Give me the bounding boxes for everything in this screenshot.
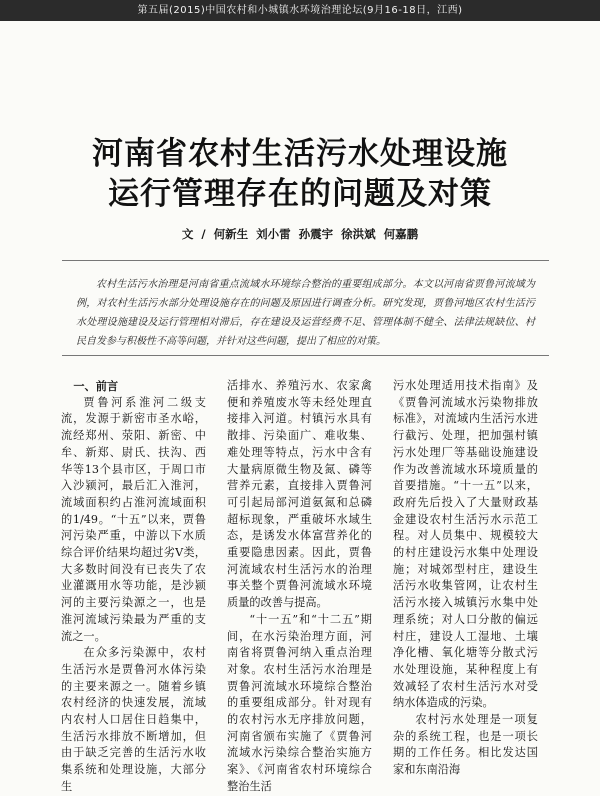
running-head-text: 第五届(2015)中国农村和小城镇水环境治理论坛(9月16-18日，江西) — [137, 5, 463, 16]
paragraph: 贾鲁河系淮河二级支流，发源于新密市圣水峪，流经郑州、荥阳、新密、中牟、新郑、尉氏、扶沟、西华等13个县市区，于周口市入沙颍河，最后汇入淮河，流域面积约占淮河流域面积的1/49。“十五”以来，贾鲁河污染严重，中游以下水质综合评价结果均超过劣Ⅴ类，大多数时间没有已丧失了农业灌溉用水等功能，是沙颍河的主要污染源之一，也是淮河流域污染最为严重的支流之一。 — [61, 395, 206, 643]
article-title-line-2: 运行管理存在的问题及对策 — [108, 176, 492, 212]
paragraph: 在众多污染源中，农村生活污水是贾鲁河水体污染的主要来源之一。随着乡镇农村经济的快速发展，流域内农村人口居住日趋集中，生活污水排放不断增加，但由于缺乏完善的生活污水收集系统和处理设施，大部分生 — [61, 646, 206, 793]
paragraph: 农村污水处理是一项复杂的系统工程，也是一项长期的工作任务。相比发达国家和东南沿海 — [393, 713, 538, 777]
author-line: 文 / 何新生 刘小雷 孙震宇 徐洪斌 何嘉鹏 — [181, 227, 419, 241]
abstract-text: 农村生活污水治理是河南省重点流域水环境综合整治的重要组成部分。本文以河南省贾鲁河流域为例，对农村生活污水部分处理设施存在的问题及原因进行调查分析。研究发现，贾鲁河地区农村生活污水处理设施建设及运行管理相对滞后，存在建设及运营经费不足、管理体制不健全、法律法规缺位、村民自发参与积极性不高等问题，并针对这些问题，提出了相应的对策。 — [76, 279, 535, 347]
article-title-line-1: 河南省农村生活污水处理设施 — [92, 136, 508, 172]
abstract-box — [62, 260, 549, 356]
body-column-3 — [393, 378, 538, 779]
paragraph-continued: 污水处理适用技术指南》及《贾鲁河流域水污染物排放标准》，对流域内生活污水进行截污、处理，把加强村镇污水处理厂等基础设施建设作为改善流域水环境质量的首要措施。“十一五”以来，政府先后投入了大量财政基金建设农村生活污水示范工程。对人员集中、规模较大的村庄建设污水集中处理设施；对城郊型村庄，建设生活污水收集管网，让农村生活污水接入城镇污水集中处理系统；对人口分散的偏远村庄，建设人工湿地、土壤净化槽、氧化塘等分散式污水处理设施，某种程度上有效减轻了农村生活污水对受纳水体造成的污染。 — [393, 379, 538, 710]
paragraph: “十一五”和“十二五”期间，在水污染治理方面，河南省将贾鲁河纳入重点治理对象。农村生活污水治理是贾鲁河流域水环境综合整治的重要组成部分。针对现有的农村污水无序排放问题，河南省颁布实施了《贾鲁河流域水污染综合整治实施方案》、《河南省农村环境综合整治生活 — [227, 612, 372, 793]
section-heading-intro: 一、前言 — [73, 379, 119, 393]
body-column-1 — [61, 378, 206, 796]
body-column-2 — [227, 378, 372, 796]
running-header — [0, 0, 600, 21]
paragraph-continued: 活排水、养殖污水、农家禽便和养殖废水等未经处理直接排入河道。村镇污水具有散排、污染面广、难收集、难处理等特点，污水中含有大量病原微生物及氮、磷等营养元素，直接排入贾鲁河可引起局部河道氨氮和总磷超标现象，严重破坏水域生态，是诱发水体富营养化的重要隐患因素。因此，贾鲁河流域农村生活污水的治理事关整个贾鲁河流域水环境质量的改善与提高。 — [227, 379, 372, 610]
